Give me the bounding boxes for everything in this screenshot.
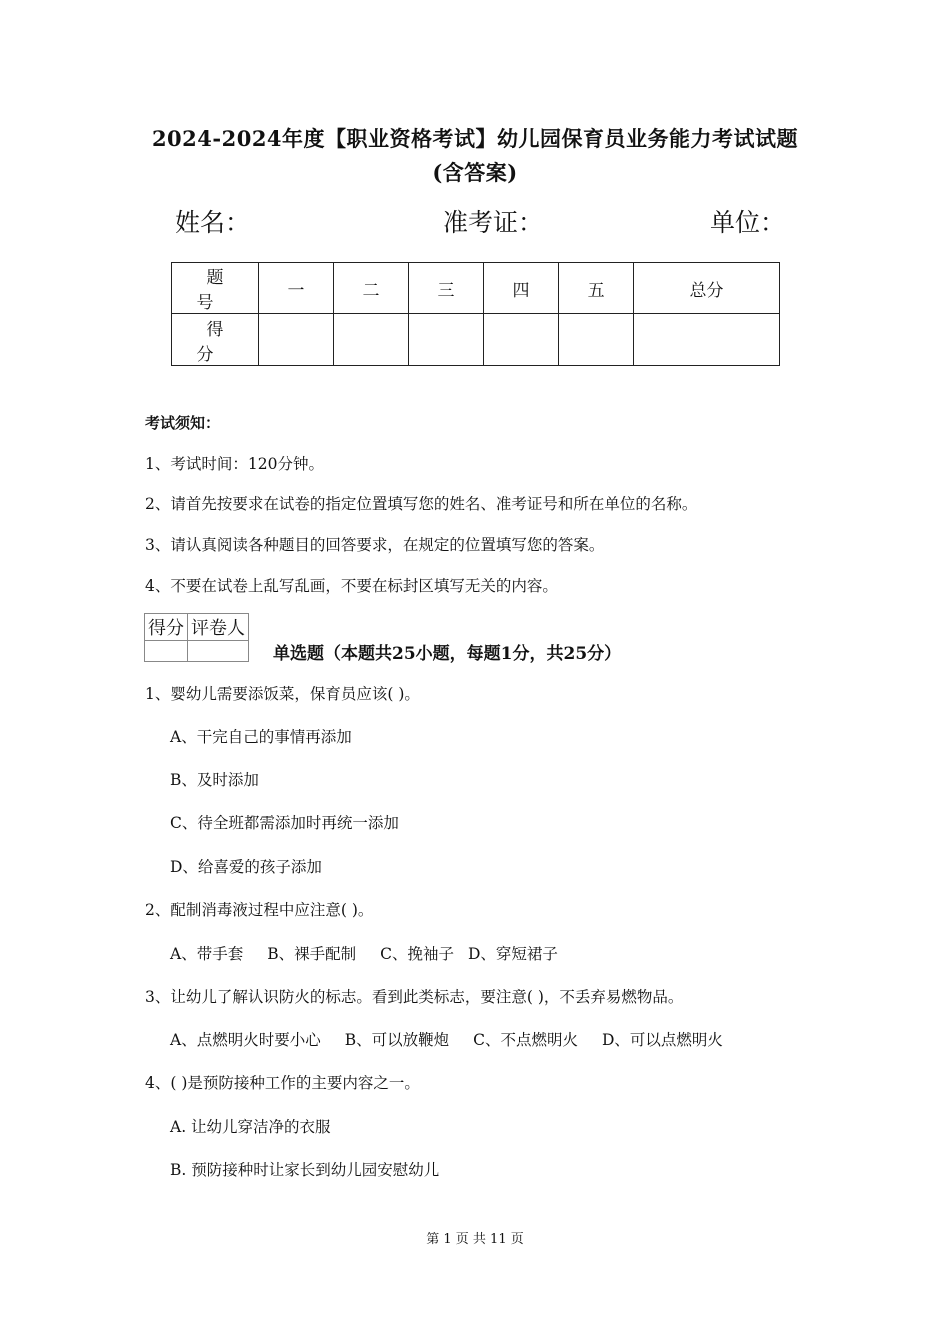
question-option: B、可以放鞭炮 xyxy=(344,1031,450,1049)
question-options-row xyxy=(170,942,582,964)
document-title: 2024-2024年度【职业资格考试】幼儿园保育员业务能力考试试题 xyxy=(151,126,799,151)
document-subtitle: (含答案) xyxy=(432,160,518,185)
grader-name-label: 评卷人 xyxy=(188,614,249,641)
score-table-header-cell: 二 xyxy=(334,263,409,314)
question-stem: 2、配制消毒液过程中应注意( )。 xyxy=(145,901,374,919)
question-options-row xyxy=(170,1028,747,1050)
score-table-header-cell: 四 xyxy=(484,263,559,314)
score-cell[interactable] xyxy=(484,314,559,366)
question-option: C、待全班都需添加时再统一添加 xyxy=(170,814,399,832)
score-table-header-row xyxy=(172,263,780,314)
score-cell[interactable] xyxy=(634,314,780,366)
question-stem: 3、让幼儿了解认识防火的标志。看到此类标志，要注意( )，不丢弃易燃物品。 xyxy=(145,988,684,1006)
page-footer: 第 1 页 共 11 页 xyxy=(426,1232,524,1247)
question-option: A、干完自己的事情再添加 xyxy=(170,728,352,746)
unit-field-label: 单位： xyxy=(710,208,786,237)
question-option: D、给喜爱的孩子添加 xyxy=(170,858,322,876)
score-cell[interactable] xyxy=(409,314,484,366)
question-option: B. 预防接种时让家长到幼儿园安慰幼儿 xyxy=(170,1161,440,1179)
name-field-label: 姓名： xyxy=(175,208,251,237)
score-table-header-cell: 三 xyxy=(409,263,484,314)
question-option: D、穿短裙子 xyxy=(467,945,558,963)
question-option: C、挽袖子 xyxy=(380,945,454,963)
question-stem: 4、( )是预防接种工作的主要内容之一。 xyxy=(145,1074,420,1092)
score-table-header-cell: 五 xyxy=(559,263,634,314)
question-option: A. 让幼儿穿洁净的衣服 xyxy=(170,1118,331,1136)
grader-box xyxy=(144,613,249,662)
question-option: D、可以点燃明火 xyxy=(601,1031,723,1049)
section-title: 单选题（本题共25小题，每题1分，共25分） xyxy=(273,644,622,664)
question-option: A、点燃明火时要小心 xyxy=(170,1031,321,1049)
question-option: B、裸手配制 xyxy=(267,945,357,963)
notice-item: 3、请认真阅读各种题目的回答要求，在规定的位置填写您的答案。 xyxy=(145,536,605,554)
notice-item: 2、请首先按要求在试卷的指定位置填写您的姓名、准考证号和所在单位的名称。 xyxy=(145,495,698,513)
grader-score-cell[interactable] xyxy=(145,641,188,662)
notice-title: 考试须知： xyxy=(145,414,221,432)
question-option: A、带手套 xyxy=(170,945,244,963)
score-table xyxy=(171,262,780,366)
score-table-score-row xyxy=(172,314,780,366)
grader-score-label: 得分 xyxy=(145,614,188,641)
score-table-header-cell: 一 xyxy=(259,263,334,314)
question-option: B、及时添加 xyxy=(170,771,259,789)
notice-item: 1、考试时间：120分钟。 xyxy=(145,455,324,473)
score-cell[interactable] xyxy=(334,314,409,366)
question-option: C、不点燃明火 xyxy=(473,1031,578,1049)
notice-item: 4、不要在试卷上乱写乱画，不要在标封区填写无关的内容。 xyxy=(145,577,558,595)
score-table-header-cell: 题号 xyxy=(172,263,259,314)
score-cell[interactable] xyxy=(259,314,334,366)
exam-id-field-label: 准考证： xyxy=(443,208,544,237)
score-cell[interactable] xyxy=(559,314,634,366)
question-stem: 1、婴幼儿需要添饭菜，保育员应该( )。 xyxy=(145,685,420,703)
grader-name-cell[interactable] xyxy=(188,641,249,662)
score-table-header-cell: 总分 xyxy=(634,263,780,314)
score-table-row-label: 得分 xyxy=(172,314,259,366)
